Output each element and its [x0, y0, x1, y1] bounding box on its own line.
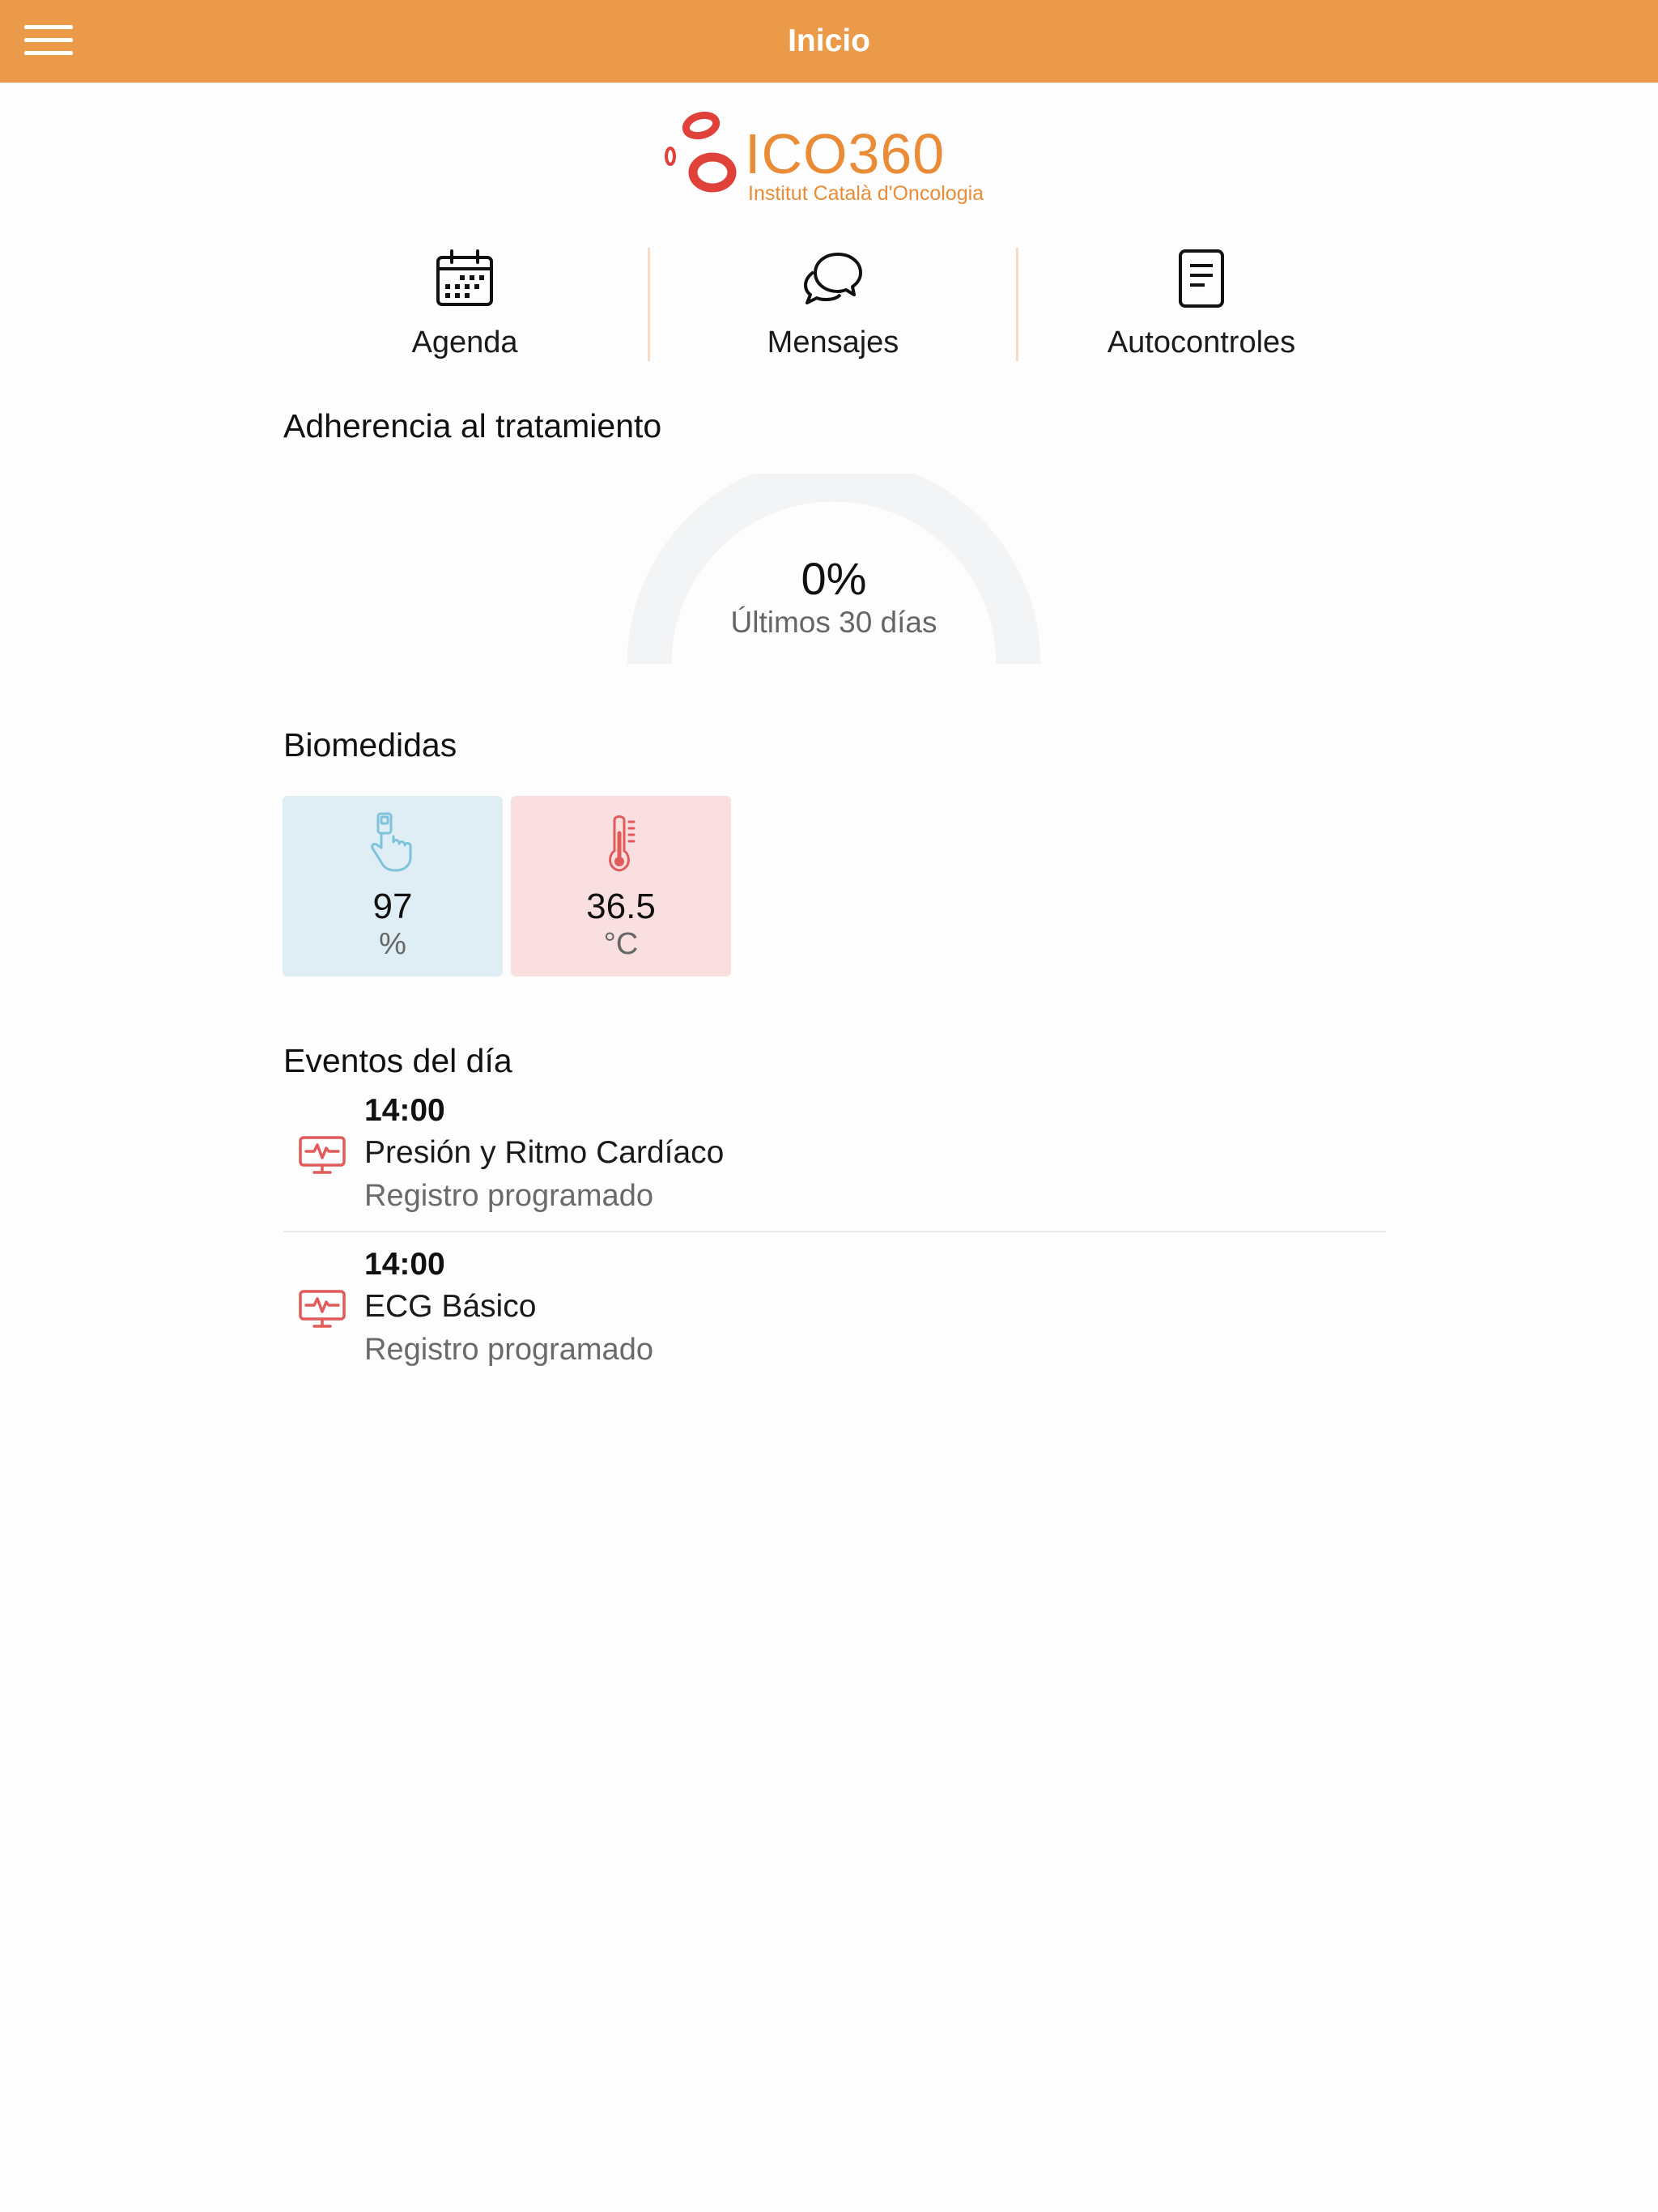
event-subtitle: Registro programado	[364, 1179, 653, 1213]
adherence-title: Adherencia al tratamiento	[283, 407, 662, 445]
temperature-card[interactable]	[511, 796, 731, 976]
event-title: Presión y Ritmo Cardíaco	[364, 1135, 725, 1170]
calendar-icon	[434, 248, 495, 309]
nav-agenda[interactable]	[282, 243, 648, 364]
event-time: 14:00	[364, 1093, 445, 1128]
oxygen-saturation-card[interactable]	[283, 796, 503, 976]
thermometer-icon	[597, 812, 645, 874]
event-divider	[283, 1231, 1386, 1232]
nav-autocontroles[interactable]	[1018, 243, 1384, 364]
events-title: Eventos del día	[283, 1042, 512, 1079]
document-icon	[1171, 248, 1232, 309]
nav-autocontroles-label: Autocontroles	[1107, 325, 1296, 359]
top-bar	[0, 0, 1658, 83]
temperature-unit: °C	[603, 927, 639, 961]
adherence-value: 0%	[801, 553, 867, 604]
event-time: 14:00	[364, 1247, 445, 1282]
adherence-period: Últimos 30 días	[730, 606, 937, 639]
quick-navigation	[282, 243, 1384, 364]
heart-monitor-icon	[298, 1135, 346, 1176]
oxygen-saturation-value: 97	[372, 887, 413, 926]
event-item[interactable]	[283, 1247, 1386, 1396]
ico360-logo	[664, 108, 1004, 209]
hamburger-menu-icon[interactable]	[24, 25, 73, 57]
nav-agenda-label: Agenda	[411, 325, 518, 359]
event-subtitle: Registro programado	[364, 1333, 653, 1367]
temperature-value: 36.5	[586, 887, 656, 926]
logo-subtitle: Institut Català d'Oncologia	[748, 182, 984, 205]
chat-bubbles-icon	[802, 248, 864, 309]
event-item[interactable]	[283, 1093, 1386, 1242]
heart-monitor-icon	[298, 1289, 346, 1329]
nav-mensajes-label: Mensajes	[767, 325, 899, 359]
ico360-logo-mark-icon	[664, 108, 745, 197]
event-title: ECG Básico	[364, 1289, 537, 1324]
biomeasures-title: Biomedidas	[283, 726, 457, 764]
nav-mensajes[interactable]	[650, 243, 1016, 364]
logo-name: ICO360	[745, 122, 946, 185]
pulse-oximeter-icon	[368, 812, 417, 874]
adherence-gauge	[627, 474, 1040, 668]
oxygen-saturation-unit: %	[379, 927, 406, 961]
page-title: Inicio	[788, 23, 870, 58]
